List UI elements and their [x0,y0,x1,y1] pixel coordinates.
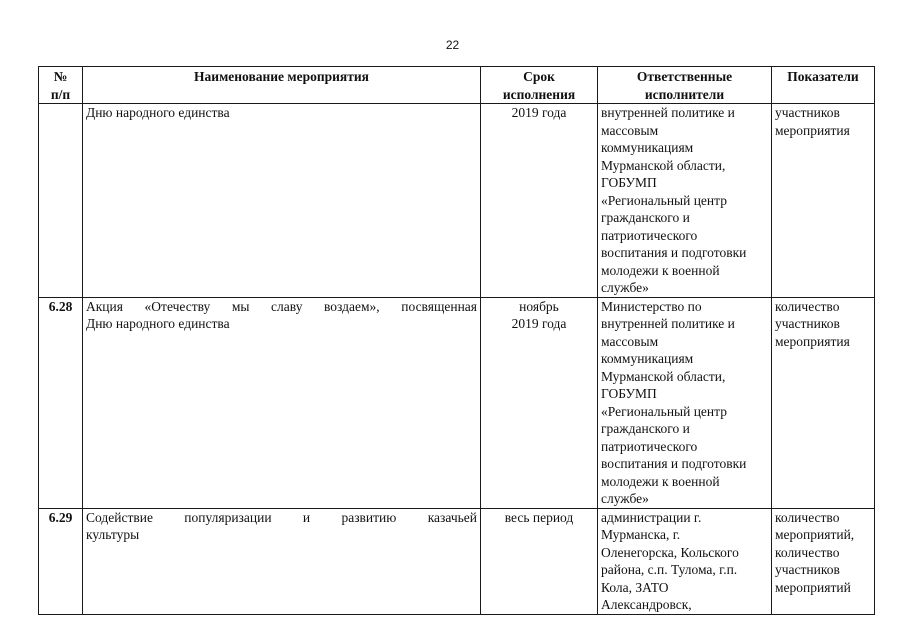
responsible-line: администрации г. [601,509,702,525]
responsible-line: ГОБУМП [601,386,657,401]
indicator-line: количество [775,509,840,525]
event-name-line: Дню народного единства [86,105,230,120]
indicator-line: мероприятий [775,579,851,595]
responsible-line: «Региональный центр [601,192,727,208]
responsible-line: коммуникациям [601,140,694,155]
event-name-line: культуры [86,527,140,542]
event-name-line: Дню народного единства [86,316,230,331]
header-indicators: Показатели [772,67,875,104]
responsible-line: коммуникациям [601,351,694,366]
header-event-name: Наименование мероприятия [83,67,481,104]
event-responsible [598,297,772,508]
event-term-line: 2019 года [511,316,567,331]
header-responsible-line: исполнители [644,86,725,102]
events-table [38,66,875,615]
header-number [39,67,83,104]
row-number: 6.28 [39,297,83,508]
responsible-line: патриотического [601,438,698,454]
page-number: 22 [445,38,460,52]
event-indicators [772,104,875,298]
header-responsible [598,67,772,104]
event-name-line: Акция «Отечеству мы славу воздаем», посвященная [86,298,477,314]
event-name [83,297,481,508]
event-term [481,297,598,508]
event-name-line: Содействие популяризации и развитию казачьей [86,509,477,525]
responsible-line: ГОБУМП [601,175,657,190]
indicator-line: участников [775,105,840,120]
indicator-line: количество [775,544,840,560]
row-number: 6.29 [39,508,83,614]
responsible-line: внутренней политике и [601,316,735,331]
table-row [39,508,875,614]
responsible-line: службе» [601,491,649,506]
event-term [481,104,598,298]
indicator-line: участников [775,562,840,577]
event-term-line: 2019 года [511,105,567,120]
event-term-line: ноябрь [519,298,559,314]
responsible-line: района, с.п. Тулома, г.п. [601,562,738,577]
indicator-line: мероприятий, [775,527,855,542]
responsible-line: Мурманской области, [601,368,726,384]
row-number [39,104,83,298]
responsible-line: Мурманска, г. [601,527,681,542]
responsible-line: массовым [601,333,659,349]
responsible-line: Кола, ЗАТО [601,579,669,595]
event-responsible [598,508,772,614]
responsible-line: Александровск, [601,597,692,612]
indicator-line: мероприятия [775,122,850,138]
header-term-line: Срок [523,69,555,84]
event-term [481,508,598,614]
header-number-line: п/п [50,86,71,102]
responsible-line: внутренней политике и [601,105,735,120]
event-name [83,508,481,614]
responsible-line: гражданского и [601,210,690,225]
responsible-line: массовым [601,122,659,138]
header-term [481,67,598,104]
table-header-row [39,67,875,104]
responsible-line: Оленегорска, Кольского [601,544,739,560]
header-number-line: № [53,69,68,84]
header-responsible-line: Ответственные [636,69,733,84]
responsible-line: молодежи к военной [601,473,720,489]
event-indicators [772,297,875,508]
event-indicators [772,508,875,614]
indicator-line: количество [775,298,840,314]
indicator-line: участников [775,316,840,331]
event-responsible [598,104,772,298]
header-term-line: исполнения [502,86,576,102]
indicator-line: мероприятия [775,333,850,349]
responsible-line: молодежи к военной [601,262,720,278]
responsible-line: службе» [601,280,649,295]
responsible-line: патриотического [601,227,698,243]
responsible-line: воспитания и подготовки [601,245,747,260]
event-name [83,104,481,298]
table-row [39,104,875,298]
event-term-line: весь период [504,509,574,525]
responsible-line: воспитания и подготовки [601,456,747,471]
responsible-line: Мурманской области, [601,157,726,173]
table-row [39,297,875,508]
responsible-line: «Региональный центр [601,403,727,419]
responsible-line: Министерство по [601,298,702,314]
responsible-line: гражданского и [601,421,690,436]
